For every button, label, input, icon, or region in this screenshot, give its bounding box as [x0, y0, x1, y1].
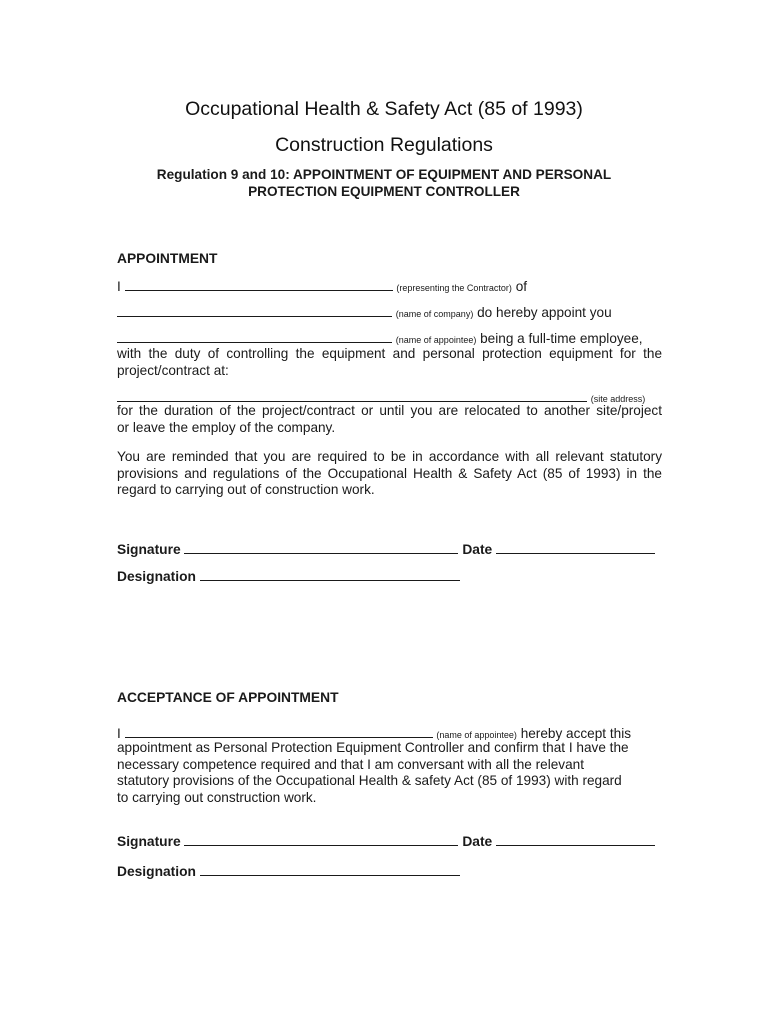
duration-paragraph — [117, 403, 662, 436]
appointment-signature-field[interactable] — [184, 541, 458, 554]
signature-label: Signature — [117, 542, 181, 557]
acceptance-line-prefix: I — [117, 726, 121, 741]
reminder-line-2: provisions and regulations of the Occupational Health & Safety Act (85 of 1993) in the — [117, 465, 662, 481]
acceptance-designation-label: Designation — [117, 864, 196, 879]
reminder-line-1: You are reminded that you are required to be in accordance with all relevant statutory — [117, 449, 662, 464]
duty-line-2: project/contract at: — [117, 362, 229, 378]
acceptance-date-field[interactable] — [496, 833, 655, 846]
appointee-line-suffix: being a full-time employee, — [480, 331, 643, 346]
reminder-paragraph — [117, 449, 662, 499]
appointment-date-field[interactable] — [496, 541, 655, 554]
contractor-line-suffix: of — [515, 279, 528, 294]
duty-line-1: with the duty of controlling the equipment and personal protection equipment for the — [117, 346, 662, 361]
acceptance-appointee-hint: (name of appointee) — [436, 730, 517, 740]
contractor-line-prefix: I — [117, 279, 121, 294]
regulations-subtitle: Construction Regulations — [275, 134, 493, 156]
duration-line-2: or leave the employ of the company. — [117, 419, 336, 435]
company-hint: (name of company) — [395, 309, 474, 319]
appointment-designation-row — [117, 568, 460, 584]
acceptance-signature-field[interactable] — [184, 833, 458, 846]
date-label: Date — [462, 542, 493, 557]
appointment-designation-field[interactable] — [200, 568, 460, 581]
duration-line-1: for the duration of the project/contract or until you are relocated to another site/project — [117, 403, 662, 418]
acceptance-line-5: to carrying out construction work. — [117, 789, 317, 805]
acceptance-designation-field[interactable] — [200, 863, 460, 876]
appointment-heading: APPOINTMENT — [117, 251, 218, 266]
acceptance-line-4: statutory provisions of the Occupational Health & safety Act (85 of 1993) with regard — [117, 773, 622, 788]
designation-label: Designation — [117, 569, 196, 584]
acceptance-line-2: appointment as Personal Protection Equipment Controller and confirm that I have the — [117, 740, 629, 755]
company-name-field[interactable] — [117, 304, 392, 317]
acceptance-line-3: necessary competence required and that I am conversant with all the relevant — [117, 756, 584, 772]
act-title: Occupational Health & Safety Act (85 of 1993) — [185, 98, 583, 120]
reminder-line-3: regard to carrying out of construction work. — [117, 482, 375, 497]
contractor-name-field[interactable] — [125, 278, 393, 291]
regulation-heading-line1: Regulation 9 and 10: APPOINTMENT OF EQUIPMENT AND PERSONAL — [156, 167, 612, 182]
duty-paragraph — [117, 346, 662, 379]
acceptance-heading: ACCEPTANCE OF APPOINTMENT — [117, 690, 339, 705]
site-address-field[interactable] — [117, 389, 587, 402]
appointee-hint: (name of appointee) — [395, 335, 477, 345]
appointee-name-field[interactable] — [117, 330, 392, 343]
regulation-heading-line2: PROTECTION EQUIPMENT CONTROLLER — [248, 184, 520, 199]
appointee-line — [117, 330, 662, 346]
acceptance-appointee-field[interactable] — [125, 725, 433, 738]
acceptance-signature-label: Signature — [117, 834, 181, 849]
regulation-heading — [100, 166, 668, 200]
acceptance-date-label: Date — [462, 834, 493, 849]
site-address-hint: (site address) — [590, 394, 646, 404]
company-line-suffix: do hereby appoint you — [477, 305, 612, 320]
contractor-line — [117, 278, 662, 294]
acceptance-line-suffix: hereby accept this — [520, 726, 632, 741]
appointment-signature-row — [117, 541, 655, 557]
acceptance-signature-row — [117, 833, 655, 849]
company-line — [117, 304, 662, 320]
acceptance-first-line — [117, 725, 662, 741]
acceptance-paragraph — [117, 740, 662, 806]
contractor-hint: (representing the Contractor) — [396, 283, 512, 293]
acceptance-designation-row — [117, 863, 460, 879]
